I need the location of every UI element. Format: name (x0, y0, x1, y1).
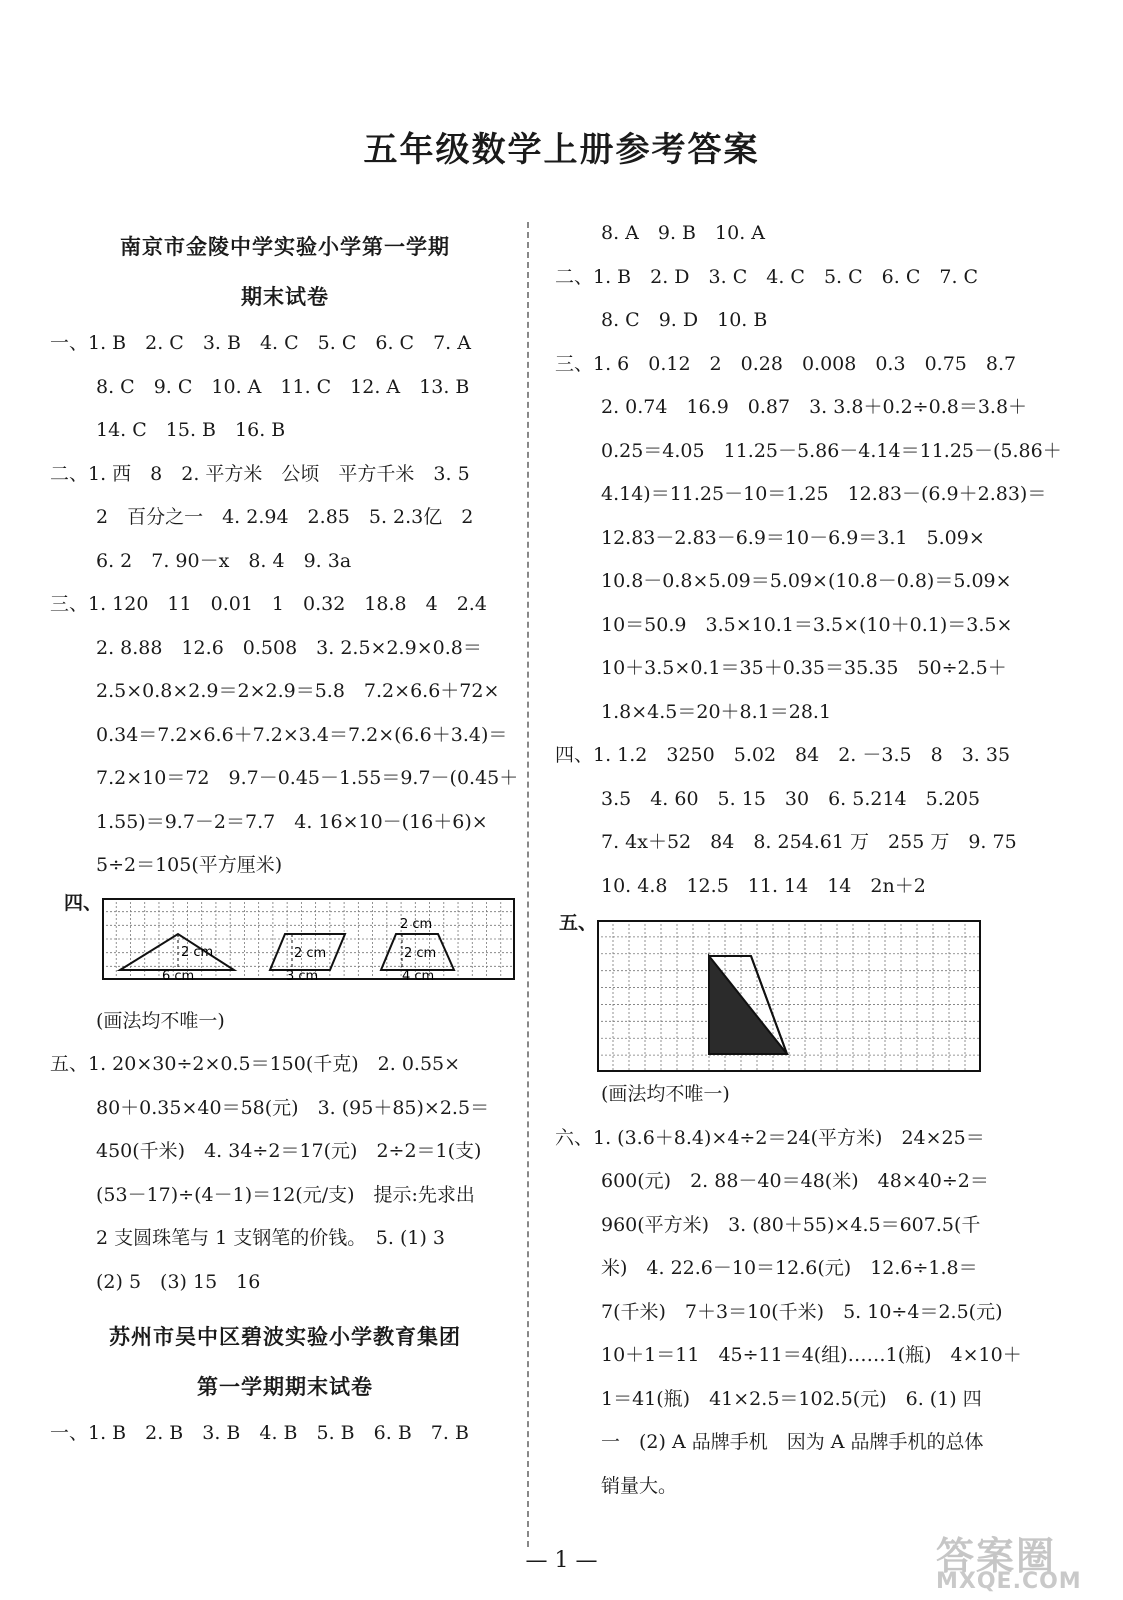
page-title: 五年级数学上册参考答案 (363, 130, 760, 170)
answer-line: 10＝50.9 3.5×10.1＝3.5×(10＋0.1)＝3.5× (601, 613, 1013, 636)
answer-line: 10.8－0.8×5.09＝5.09×(10.8－0.8)＝5.09× (601, 570, 1012, 592)
answer-line: 2. 8.88 12.6 0.508 3. 2.5×2.9×0.8＝ (96, 636, 482, 659)
answer-line: 1.55)＝9.7－2＝7.7 4. 16×10－(16＋6)× (96, 810, 488, 833)
answer-line: 1＝41(瓶) 41×2.5＝102.5(元) 6. (1) 四 (601, 1387, 982, 1410)
answer-line: 四、1. 1.2 3250 5.02 84 2. －3.5 8 3. 35 (555, 744, 1011, 766)
answer-line: 8. C 9. C 10. A 11. C 12. A 13. B (96, 375, 470, 398)
triangle-shape (120, 934, 234, 970)
watermark-url: MXQE.COM (936, 1569, 1082, 1594)
answer-line: 三、1. 6 0.12 2 0.28 0.008 0.3 0.75 8.7 (555, 352, 1017, 375)
answer-line: 2. 0.74 16.9 0.87 3. 3.8＋0.2÷0.8＝3.8＋ (601, 396, 1028, 418)
answer-line: 7. 4x＋52 84 8. 254.61 万 255 万 9. 75 (601, 831, 1017, 853)
exam2-title-line1: 苏州市吴中区碧波实验小学教育集团 (109, 1325, 461, 1349)
triangle-height-label: 2 cm (181, 944, 214, 960)
answer-line: 六、1. (3.6＋8.4)×4÷2＝24(平方米) 24×25＝ (555, 1126, 985, 1149)
parallelogram-base-label: 3 cm (286, 968, 319, 980)
answer-line: 一、1. B 2. C 3. B 4. C 5. C 6. C 7. A (50, 332, 471, 354)
trapezoid-base-label: 4 cm (402, 968, 435, 980)
shaded-triangle (709, 956, 787, 1054)
answer-line: 1.8×4.5＝20＋8.1＝28.1 (601, 700, 832, 723)
answer-line: 4.14)＝11.25－10＝1.25 12.83－(6.9＋2.83)＝ (601, 483, 1047, 505)
triangle-base-label: 6 cm (162, 968, 195, 980)
answer-line: 二、1. B 2. D 3. C 4. C 5. C 6. C 7. C (555, 265, 979, 288)
answer-line: 8. A 9. B 10. A (601, 222, 765, 244)
exam1-figure-label: 四、 (64, 891, 103, 914)
answer-line: 14. C 15. B 16. B (96, 419, 286, 441)
answer-line: 0.34＝7.2×6.6＋7.2×3.4＝7.2×(6.6＋3.4)＝ (96, 723, 508, 746)
exam2-answers (50, 1412, 520, 1456)
answer-line: 450(千米) 4. 34÷2＝17(元) 2÷2＝1(支) (96, 1140, 482, 1162)
answer-line: (2) 5 (3) 15 16 (96, 1270, 261, 1293)
right-column (555, 212, 1062, 1508)
column-divider (527, 222, 529, 1547)
exam2-answers-part2 (555, 1117, 1035, 1509)
answer-line: 米) 4. 22.6－10＝12.6(元) 12.6÷1.8＝ (601, 1257, 978, 1279)
answer-line: 7(千米) 7＋3＝10(千米) 5. 10÷4＝2.5(元) (601, 1300, 1003, 1323)
exam2-title-line2: 第一学期期末试卷 (197, 1375, 373, 1399)
exam1-title-line2: 期末试卷 (241, 285, 329, 309)
answer-line: 10＋1＝11 45÷11＝4(组)……1(瓶) 4×10＋ (601, 1344, 1022, 1366)
trapezoid-top-label: 2 cm (400, 916, 433, 932)
exam2-grid-figure (597, 920, 981, 1072)
exam1-title-line1: 南京市金陵中学实验小学第一学期 (120, 235, 450, 259)
answer-line: 一 (2) A 品牌手机 因为 A 品牌手机的总体 (601, 1431, 984, 1453)
parallelogram-height-label: 2 cm (294, 945, 327, 961)
answer-line: 960(平方米) 3. (80＋55)×4.5＝607.5(千 (601, 1213, 981, 1236)
answer-line: 2 百分之一 4. 2.94 2.85 5. 2.3亿 2 (96, 506, 474, 528)
answer-line: 600(元) 2. 88－40＝48(米) 48×40÷2＝ (601, 1170, 989, 1192)
answer-line: 一、1. B 2. B 3. B 4. B 5. B 6. B 7. B (50, 1422, 469, 1444)
answer-line: 销量大。 (601, 1474, 678, 1497)
answer-line: 7.2×10＝72 9.7－0.45－1.55＝9.7－(0.45＋ (96, 767, 519, 789)
exam2-figure-row (555, 908, 1035, 1073)
answer-line: 12.83－2.83－6.9＝10－6.9＝3.1 5.09× (601, 526, 985, 549)
exam2-figure-label: 五、 (559, 912, 598, 934)
page-number: — 1 — (525, 1548, 598, 1573)
answer-line: 6. 2 7. 90－x 8. 4 9. 3a (96, 549, 352, 572)
answer-line: 2.5×0.8×2.9＝2×2.9＝5.8 7.2×6.6＋72× (96, 680, 500, 702)
answer-line: 3.5 4. 60 5. 15 30 6. 5.214 5.205 (601, 787, 981, 810)
answer-line: 8. C 9. D 10. B (601, 309, 768, 331)
answer-line: 10＋3.5×0.1＝35＋0.35＝35.35 50÷2.5＋ (601, 657, 1007, 679)
watermark-logo (928, 1525, 1118, 1595)
exam1-answers-part2 (50, 1043, 520, 1304)
exam2-answers-continued (555, 212, 1062, 908)
exam2-figure-note: (画法均不唯一) (601, 1083, 730, 1105)
answer-line: (53－17)÷(4－1)＝12(元/支) 提示:先求出 (96, 1183, 475, 1206)
trapezoid-height-label: 2 cm (404, 945, 437, 961)
exam1-figure-note: (画法均不唯一) (96, 1009, 225, 1032)
answer-line: 5÷2＝105(平方厘米) (96, 854, 283, 876)
exam1-grid-figure (102, 898, 515, 980)
answer-line: 二、1. 西 8 2. 平方米 公顷 平方千米 3. 5 (50, 462, 470, 485)
answer-line: 2 支圆珠笔与 1 支钢笔的价钱。 5. (1) 3 (96, 1227, 446, 1249)
exam1-figure-row (50, 888, 520, 1000)
answer-line: 三、1. 120 11 0.01 1 0.32 18.8 4 2.4 (50, 593, 487, 615)
left-column (50, 222, 520, 1456)
exam1-answers (50, 322, 520, 888)
watermark-text: 答案圈 (936, 1534, 1057, 1578)
answer-line: 0.25＝4.05 11.25－5.86－4.14＝11.25－(5.86＋ (601, 439, 1062, 462)
answer-line: 10. 4.8 12.5 11. 14 14 2n＋2 (601, 874, 926, 897)
answer-line: 80＋0.35×40＝58(元) 3. (95＋85)×2.5＝ (96, 1096, 490, 1119)
answer-line: 五、1. 20×30÷2×0.5＝150(千克) 2. 0.55× (50, 1053, 461, 1075)
